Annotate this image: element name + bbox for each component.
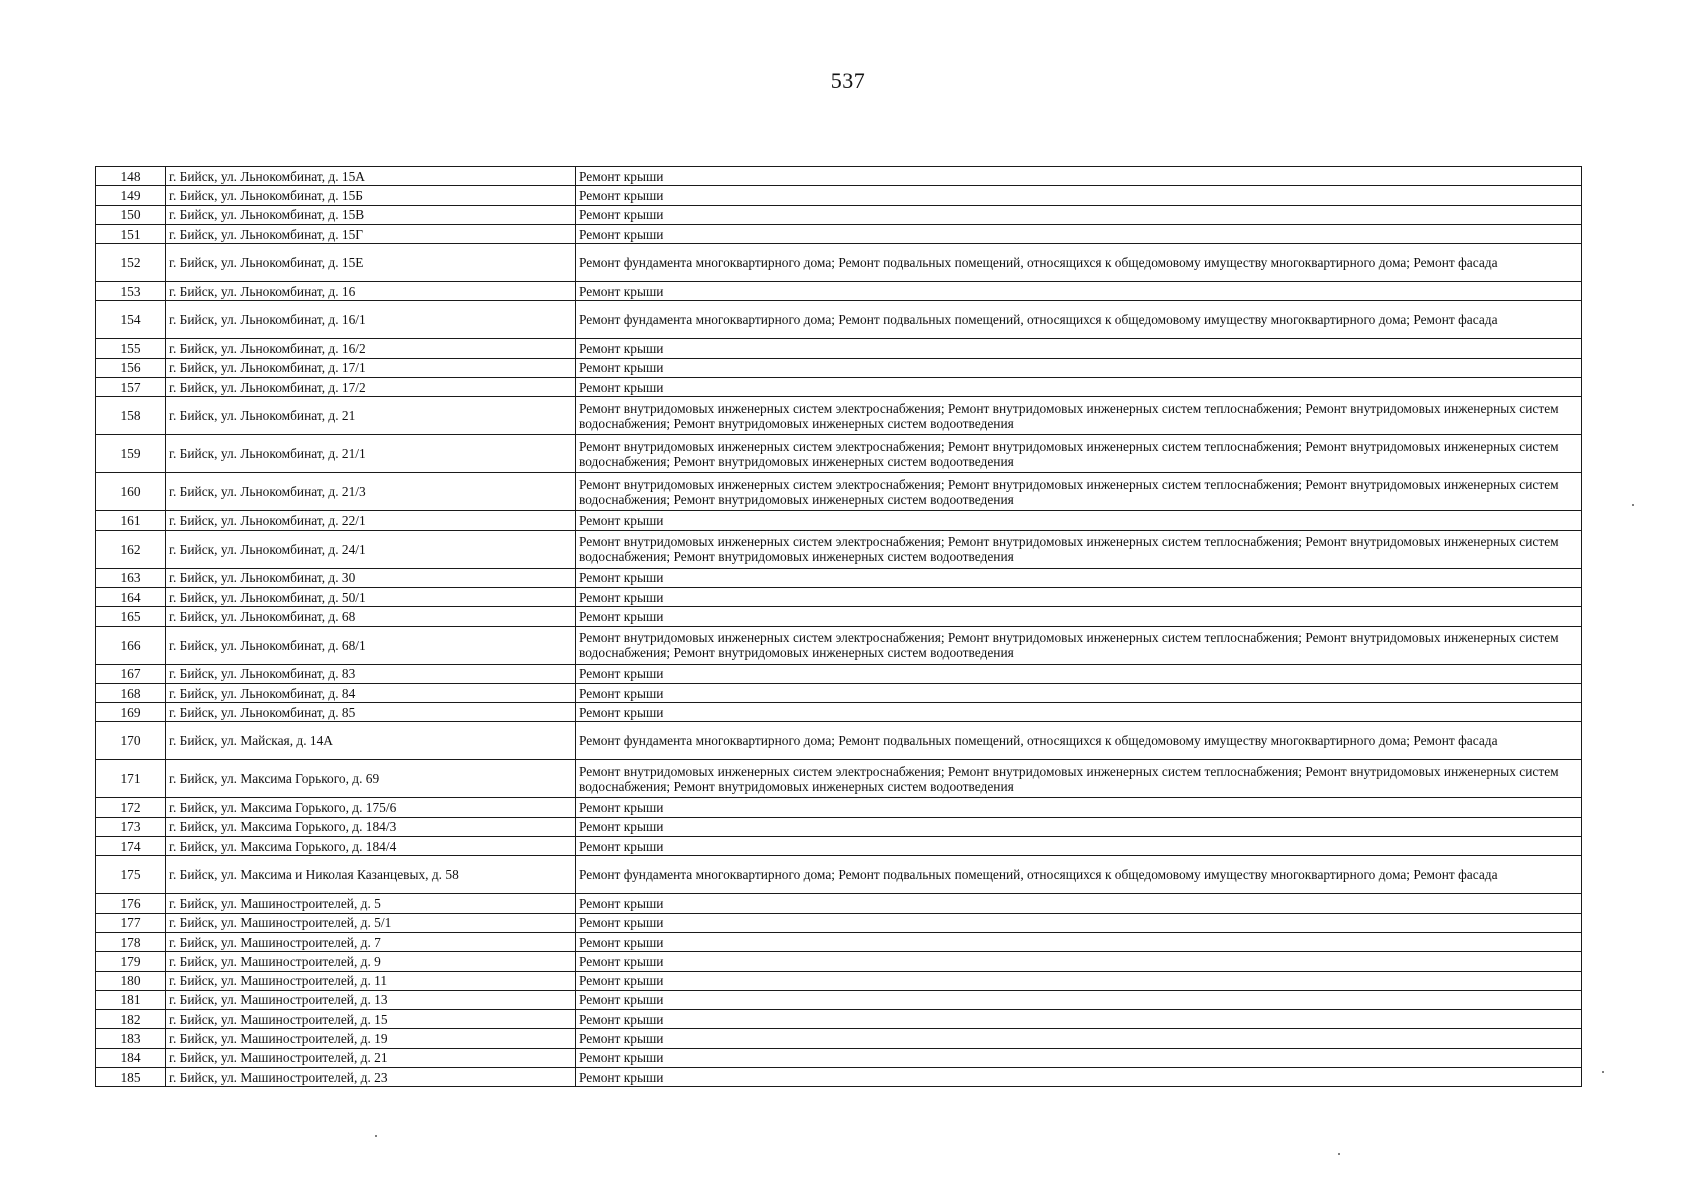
table-row bbox=[96, 530, 1582, 568]
address-cell: г. Бийск, ул. Льнокомбинат, д. 15В bbox=[166, 205, 576, 224]
row-number: 153 bbox=[96, 282, 166, 301]
scan-speck bbox=[1632, 504, 1634, 506]
table-row bbox=[96, 932, 1582, 951]
works-cell: Ремонт фундамента многоквартирного дома; Ремонт подвальных помещений, относящихся к общедомовому имуществу многоквартирного дома; Ремонт фасада bbox=[576, 856, 1582, 894]
row-number: 152 bbox=[96, 244, 166, 282]
address-cell: г. Бийск, ул. Льнокомбинат, д. 15Г bbox=[166, 224, 576, 243]
repair-table bbox=[95, 166, 1582, 1087]
row-number: 183 bbox=[96, 1029, 166, 1048]
row-number: 156 bbox=[96, 358, 166, 377]
row-number: 176 bbox=[96, 894, 166, 913]
row-number: 182 bbox=[96, 1010, 166, 1029]
address-cell: г. Бийск, ул. Льнокомбинат, д. 17/1 bbox=[166, 358, 576, 377]
row-number: 157 bbox=[96, 378, 166, 397]
table-row bbox=[96, 990, 1582, 1009]
row-number: 169 bbox=[96, 703, 166, 722]
row-number: 166 bbox=[96, 626, 166, 664]
scan-speck bbox=[1338, 1153, 1340, 1155]
address-cell: г. Бийск, ул. Льнокомбинат, д. 16/2 bbox=[166, 339, 576, 358]
table-row bbox=[96, 1068, 1582, 1087]
address-cell: г. Бийск, ул. Льнокомбинат, д. 68 bbox=[166, 607, 576, 626]
works-cell: Ремонт крыши bbox=[576, 224, 1582, 243]
row-number: 159 bbox=[96, 435, 166, 473]
works-cell: Ремонт фундамента многоквартирного дома; Ремонт подвальных помещений, относящихся к общедомовому имуществу многоквартирного дома; Ремонт фасада bbox=[576, 244, 1582, 282]
address-cell: г. Бийск, ул. Льнокомбинат, д. 24/1 bbox=[166, 530, 576, 568]
address-cell: г. Бийск, ул. Машиностроителей, д. 15 bbox=[166, 1010, 576, 1029]
address-cell: г. Бийск, ул. Машиностроителей, д. 5/1 bbox=[166, 913, 576, 932]
works-cell: Ремонт крыши bbox=[576, 511, 1582, 530]
works-cell: Ремонт фундамента многоквартирного дома; Ремонт подвальных помещений, относящихся к общедомовому имуществу многоквартирного дома; Ремонт фасада bbox=[576, 301, 1582, 339]
table-row bbox=[96, 798, 1582, 817]
address-cell: г. Бийск, ул. Льнокомбинат, д. 21 bbox=[166, 397, 576, 435]
works-cell: Ремонт крыши bbox=[576, 971, 1582, 990]
address-cell: г. Бийск, ул. Машиностроителей, д. 9 bbox=[166, 952, 576, 971]
works-cell: Ремонт крыши bbox=[576, 894, 1582, 913]
row-number: 148 bbox=[96, 167, 166, 186]
works-cell: Ремонт крыши bbox=[576, 167, 1582, 186]
address-cell: г. Бийск, ул. Максима Горького, д. 184/3 bbox=[166, 817, 576, 836]
table-row bbox=[96, 378, 1582, 397]
works-cell: Ремонт внутридомовых инженерных систем электроснабжения; Ремонт внутридомовых инженерных систем теплоснабжения; Ремонт внутридомовых инженерных систем водоснабжения; Ремонт внутридомовых инженерных систем водоотведения bbox=[576, 397, 1582, 435]
address-cell: г. Бийск, ул. Машиностроителей, д. 11 bbox=[166, 971, 576, 990]
table-row bbox=[96, 301, 1582, 339]
table-row bbox=[96, 913, 1582, 932]
works-cell: Ремонт крыши bbox=[576, 664, 1582, 683]
table-row bbox=[96, 1010, 1582, 1029]
table-row bbox=[96, 760, 1582, 798]
address-cell: г. Бийск, ул. Машиностроителей, д. 19 bbox=[166, 1029, 576, 1048]
address-cell: г. Бийск, ул. Максима Горького, д. 184/4 bbox=[166, 837, 576, 856]
row-number: 160 bbox=[96, 473, 166, 511]
table-row bbox=[96, 894, 1582, 913]
address-cell: г. Бийск, ул. Машиностроителей, д. 5 bbox=[166, 894, 576, 913]
address-cell: г. Бийск, ул. Льнокомбинат, д. 15Б bbox=[166, 186, 576, 205]
works-cell: Ремонт крыши bbox=[576, 282, 1582, 301]
table-row bbox=[96, 664, 1582, 683]
table-row bbox=[96, 244, 1582, 282]
address-cell: г. Бийск, ул. Льнокомбинат, д. 84 bbox=[166, 683, 576, 702]
row-number: 149 bbox=[96, 186, 166, 205]
works-cell: Ремонт крыши bbox=[576, 837, 1582, 856]
works-cell: Ремонт внутридомовых инженерных систем электроснабжения; Ремонт внутридомовых инженерных систем теплоснабжения; Ремонт внутридомовых инженерных систем водоснабжения; Ремонт внутридомовых инженерных систем водоотведения bbox=[576, 435, 1582, 473]
row-number: 173 bbox=[96, 817, 166, 836]
table-body bbox=[96, 167, 1582, 1087]
row-number: 181 bbox=[96, 990, 166, 1009]
table-row bbox=[96, 683, 1582, 702]
works-cell: Ремонт крыши bbox=[576, 952, 1582, 971]
works-cell: Ремонт крыши bbox=[576, 1029, 1582, 1048]
address-cell: г. Бийск, ул. Льнокомбинат, д. 16/1 bbox=[166, 301, 576, 339]
address-cell: г. Бийск, ул. Льнокомбинат, д. 16 bbox=[166, 282, 576, 301]
works-cell: Ремонт крыши bbox=[576, 607, 1582, 626]
table-row bbox=[96, 435, 1582, 473]
works-cell: Ремонт крыши bbox=[576, 683, 1582, 702]
table-row bbox=[96, 186, 1582, 205]
address-cell: г. Бийск, ул. Льнокомбинат, д. 68/1 bbox=[166, 626, 576, 664]
table-row bbox=[96, 1029, 1582, 1048]
row-number: 179 bbox=[96, 952, 166, 971]
works-cell: Ремонт крыши bbox=[576, 932, 1582, 951]
works-cell: Ремонт внутридомовых инженерных систем электроснабжения; Ремонт внутридомовых инженерных систем теплоснабжения; Ремонт внутридомовых инженерных систем водоснабжения; Ремонт внутридомовых инженерных систем водоотведения bbox=[576, 473, 1582, 511]
row-number: 184 bbox=[96, 1048, 166, 1067]
table-row bbox=[96, 511, 1582, 530]
address-cell: г. Бийск, ул. Максима и Николая Казанцевых, д. 58 bbox=[166, 856, 576, 894]
address-cell: г. Бийск, ул. Льнокомбинат, д. 21/1 bbox=[166, 435, 576, 473]
works-cell: Ремонт крыши bbox=[576, 1068, 1582, 1087]
address-cell: г. Бийск, ул. Льнокомбинат, д. 15А bbox=[166, 167, 576, 186]
table-row bbox=[96, 397, 1582, 435]
works-cell: Ремонт фундамента многоквартирного дома; Ремонт подвальных помещений, относящихся к общедомовому имуществу многоквартирного дома; Ремонт фасада bbox=[576, 722, 1582, 760]
row-number: 167 bbox=[96, 664, 166, 683]
address-cell: г. Бийск, ул. Льнокомбинат, д. 21/3 bbox=[166, 473, 576, 511]
address-cell: г. Бийск, ул. Машиностроителей, д. 7 bbox=[166, 932, 576, 951]
works-cell: Ремонт внутридомовых инженерных систем электроснабжения; Ремонт внутридомовых инженерных систем теплоснабжения; Ремонт внутридомовых инженерных систем водоснабжения; Ремонт внутридомовых инженерных систем водоотведения bbox=[576, 760, 1582, 798]
row-number: 172 bbox=[96, 798, 166, 817]
table-row bbox=[96, 205, 1582, 224]
works-cell: Ремонт крыши bbox=[576, 587, 1582, 606]
table-row bbox=[96, 817, 1582, 836]
scan-speck bbox=[375, 1135, 377, 1137]
row-number: 177 bbox=[96, 913, 166, 932]
table-row bbox=[96, 282, 1582, 301]
works-cell: Ремонт крыши bbox=[576, 186, 1582, 205]
table-row bbox=[96, 971, 1582, 990]
row-number: 175 bbox=[96, 856, 166, 894]
address-cell: г. Бийск, ул. Максима Горького, д. 69 bbox=[166, 760, 576, 798]
page-number: 537 bbox=[830, 68, 866, 93]
row-number: 168 bbox=[96, 683, 166, 702]
address-cell: г. Бийск, ул. Льнокомбинат, д. 50/1 bbox=[166, 587, 576, 606]
works-cell: Ремонт крыши bbox=[576, 913, 1582, 932]
works-cell: Ремонт крыши bbox=[576, 798, 1582, 817]
row-number: 154 bbox=[96, 301, 166, 339]
table-row bbox=[96, 1048, 1582, 1067]
row-number: 178 bbox=[96, 932, 166, 951]
table-row bbox=[96, 167, 1582, 186]
works-cell: Ремонт крыши bbox=[576, 568, 1582, 587]
address-cell: г. Бийск, ул. Льнокомбинат, д. 17/2 bbox=[166, 378, 576, 397]
table-row bbox=[96, 952, 1582, 971]
row-number: 164 bbox=[96, 587, 166, 606]
works-cell: Ремонт крыши bbox=[576, 358, 1582, 377]
table-row bbox=[96, 568, 1582, 587]
table-row bbox=[96, 722, 1582, 760]
address-cell: г. Бийск, ул. Льнокомбинат, д. 85 bbox=[166, 703, 576, 722]
table-row bbox=[96, 473, 1582, 511]
table-row bbox=[96, 224, 1582, 243]
works-cell: Ремонт крыши bbox=[576, 1010, 1582, 1029]
row-number: 162 bbox=[96, 530, 166, 568]
address-cell: г. Бийск, ул. Машиностроителей, д. 23 bbox=[166, 1068, 576, 1087]
address-cell: г. Бийск, ул. Льнокомбинат, д. 83 bbox=[166, 664, 576, 683]
table-row bbox=[96, 358, 1582, 377]
works-cell: Ремонт крыши bbox=[576, 205, 1582, 224]
row-number: 174 bbox=[96, 837, 166, 856]
row-number: 170 bbox=[96, 722, 166, 760]
table-row bbox=[96, 703, 1582, 722]
table-row bbox=[96, 856, 1582, 894]
works-cell: Ремонт крыши bbox=[576, 378, 1582, 397]
address-cell: г. Бийск, ул. Максима Горького, д. 175/6 bbox=[166, 798, 576, 817]
table-row bbox=[96, 837, 1582, 856]
row-number: 158 bbox=[96, 397, 166, 435]
address-cell: г. Бийск, ул. Машиностроителей, д. 13 bbox=[166, 990, 576, 1009]
row-number: 151 bbox=[96, 224, 166, 243]
works-cell: Ремонт крыши bbox=[576, 339, 1582, 358]
table-row bbox=[96, 587, 1582, 606]
works-cell: Ремонт крыши bbox=[576, 817, 1582, 836]
row-number: 165 bbox=[96, 607, 166, 626]
table-row bbox=[96, 626, 1582, 664]
table-row bbox=[96, 339, 1582, 358]
scan-speck bbox=[1602, 1071, 1604, 1073]
works-cell: Ремонт крыши bbox=[576, 703, 1582, 722]
works-cell: Ремонт внутридомовых инженерных систем электроснабжения; Ремонт внутридомовых инженерных систем теплоснабжения; Ремонт внутридомовых инженерных систем водоснабжения; Ремонт внутридомовых инженерных систем водоотведения bbox=[576, 626, 1582, 664]
table-row bbox=[96, 607, 1582, 626]
address-cell: г. Бийск, ул. Майская, д. 14А bbox=[166, 722, 576, 760]
row-number: 161 bbox=[96, 511, 166, 530]
address-cell: г. Бийск, ул. Машиностроителей, д. 21 bbox=[166, 1048, 576, 1067]
works-cell: Ремонт крыши bbox=[576, 990, 1582, 1009]
row-number: 163 bbox=[96, 568, 166, 587]
works-cell: Ремонт внутридомовых инженерных систем электроснабжения; Ремонт внутридомовых инженерных систем теплоснабжения; Ремонт внутридомовых инженерных систем водоснабжения; Ремонт внутридомовых инженерных систем водоотведения bbox=[576, 530, 1582, 568]
address-cell: г. Бийск, ул. Льнокомбинат, д. 30 bbox=[166, 568, 576, 587]
row-number: 150 bbox=[96, 205, 166, 224]
row-number: 185 bbox=[96, 1068, 166, 1087]
row-number: 180 bbox=[96, 971, 166, 990]
works-cell: Ремонт крыши bbox=[576, 1048, 1582, 1067]
address-cell: г. Бийск, ул. Льнокомбинат, д. 22/1 bbox=[166, 511, 576, 530]
row-number: 155 bbox=[96, 339, 166, 358]
address-cell: г. Бийск, ул. Льнокомбинат, д. 15Е bbox=[166, 244, 576, 282]
row-number: 171 bbox=[96, 760, 166, 798]
